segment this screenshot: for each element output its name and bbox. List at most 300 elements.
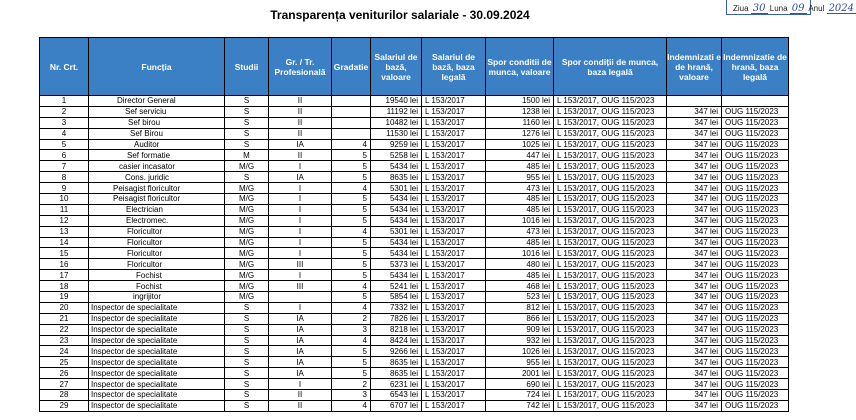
cell-spor-lege: L 153/2017, OUG 115/2023 — [554, 400, 667, 411]
cell-spor-lege: L 153/2017, OUG 115/2023 — [554, 226, 667, 237]
cell-indemnizatie-lege: OUG 115/2023 — [722, 368, 789, 379]
cell-indemnizatie-lege: OUG 115/2023 — [722, 281, 789, 292]
cell-nr: 15 — [40, 248, 89, 259]
cell-functia: Fochist — [89, 270, 225, 281]
cell-studii: M/G — [225, 194, 269, 205]
cell-indemnizatie-lege: OUG 115/2023 — [722, 237, 789, 248]
cell-nr: 10 — [40, 194, 89, 205]
cell-spor-valoare: 724 lei — [486, 390, 554, 401]
cell-spor-lege: L 153/2017, OUG 115/2023 — [554, 183, 667, 194]
cell-spor-lege: L 153/2017, OUG 115/2023 — [554, 281, 667, 292]
cell-functia: Cons. juridic — [89, 172, 225, 183]
header-grad: Gr. / Tr. Profesională — [269, 38, 332, 96]
cell-spor-lege: L 153/2017, OUG 115/2023 — [554, 150, 667, 161]
cell-gradatie: 5 — [332, 150, 371, 161]
table-row — [40, 204, 789, 215]
cell-functia: Floricultor — [89, 248, 225, 259]
cell-indemnizatie-valoare: 347 lei — [667, 237, 722, 248]
table-row — [40, 346, 789, 357]
header-spor-valoare: Spor conditii de munca, valoare — [486, 38, 554, 96]
cell-studii: M/G — [225, 226, 269, 237]
cell-indemnizatie-lege: OUG 115/2023 — [722, 204, 789, 215]
cell-indemnizatie-lege: OUG 115/2023 — [722, 379, 789, 390]
cell-studii: S — [225, 346, 269, 357]
cell-salariu-lege: L 153/2017 — [422, 302, 486, 313]
cell-indemnizatie-valoare: 347 lei — [667, 204, 722, 215]
cell-functia: Sef formatie — [89, 150, 225, 161]
cell-studii: S — [225, 117, 269, 128]
cell-salariu-valoare: 5373 lei — [371, 259, 422, 270]
cell-nr: 27 — [40, 379, 89, 390]
cell-salariu-lege: L 153/2017 — [422, 390, 486, 401]
cell-salariu-lege: L 153/2017 — [422, 183, 486, 194]
table-row — [40, 313, 789, 324]
cell-nr: 9 — [40, 183, 89, 194]
cell-indemnizatie-lege: OUG 115/2023 — [722, 248, 789, 259]
cell-nr: 18 — [40, 281, 89, 292]
cell-nr: 5 — [40, 139, 89, 150]
cell-salariu-valoare: 6231 lei — [371, 379, 422, 390]
cell-spor-valoare: 2001 lei — [486, 368, 554, 379]
salary-table — [39, 37, 789, 412]
cell-nr: 4 — [40, 128, 89, 139]
date-year-value: 2024 — [828, 3, 855, 14]
cell-salariu-valoare: 19540 lei — [371, 96, 422, 107]
cell-gradatie: 5 — [332, 237, 371, 248]
cell-functia: Auditor — [89, 139, 225, 150]
cell-functia: Floricultor — [89, 259, 225, 270]
cell-spor-valoare: 1238 lei — [486, 106, 554, 117]
cell-indemnizatie-lege: OUG 115/2023 — [722, 194, 789, 205]
cell-indemnizatie-lege — [722, 96, 789, 107]
cell-studii: S — [225, 139, 269, 150]
cell-grad: III — [269, 259, 332, 270]
cell-indemnizatie-valoare: 347 lei — [667, 335, 722, 346]
cell-indemnizatie-valoare: 347 lei — [667, 106, 722, 117]
cell-studii: S — [225, 106, 269, 117]
cell-functia: Fochist — [89, 281, 225, 292]
cell-gradatie: 4 — [332, 400, 371, 411]
cell-spor-valoare: 932 lei — [486, 335, 554, 346]
cell-salariu-valoare: 8635 lei — [371, 172, 422, 183]
cell-spor-valoare: 523 lei — [486, 292, 554, 303]
table-row — [40, 117, 789, 128]
cell-studii: S — [225, 172, 269, 183]
cell-functia: Inspector de specialitate — [89, 335, 225, 346]
cell-indemnizatie-lege: OUG 115/2023 — [722, 390, 789, 401]
cell-indemnizatie-lege: OUG 115/2023 — [722, 324, 789, 335]
cell-nr: 26 — [40, 368, 89, 379]
cell-indemnizatie-valoare: 347 lei — [667, 324, 722, 335]
cell-grad: I — [269, 379, 332, 390]
cell-grad: I — [269, 204, 332, 215]
cell-spor-valoare: 812 lei — [486, 302, 554, 313]
cell-functia: Floricultor — [89, 237, 225, 248]
cell-spor-lege: L 153/2017, OUG 115/2023 — [554, 357, 667, 368]
cell-spor-lege: L 153/2017, OUG 115/2023 — [554, 302, 667, 313]
cell-salariu-lege: L 153/2017 — [422, 172, 486, 183]
cell-nr: 21 — [40, 313, 89, 324]
salary-table-wrapper — [39, 37, 789, 412]
cell-indemnizatie-valoare: 347 lei — [667, 161, 722, 172]
table-row — [40, 215, 789, 226]
cell-functia: Peisagist floricultor — [89, 194, 225, 205]
header-gradatie: Gradatie — [332, 38, 371, 96]
table-row — [40, 379, 789, 390]
cell-functia: Inspector de specialitate — [89, 379, 225, 390]
cell-spor-valoare: 1500 lei — [486, 96, 554, 107]
header-studii: Studii — [225, 38, 269, 96]
cell-studii: M/G — [225, 183, 269, 194]
table-body — [40, 96, 789, 412]
cell-gradatie: 5 — [332, 172, 371, 183]
cell-indemnizatie-valoare: 347 lei — [667, 346, 722, 357]
table-row — [40, 194, 789, 205]
cell-gradatie — [332, 117, 371, 128]
cell-spor-lege: L 153/2017, OUG 115/2023 — [554, 379, 667, 390]
cell-salariu-valoare: 7826 lei — [371, 313, 422, 324]
cell-functia: Sef birou — [89, 117, 225, 128]
cell-salariu-valoare: 5434 lei — [371, 248, 422, 259]
cell-salariu-lege: L 153/2017 — [422, 379, 486, 390]
cell-gradatie: 5 — [332, 204, 371, 215]
table-row — [40, 172, 789, 183]
cell-salariu-lege: L 153/2017 — [422, 204, 486, 215]
cell-salariu-valoare: 11192 lei — [371, 106, 422, 117]
date-year-label: Anul — [808, 4, 825, 13]
cell-gradatie: 5 — [332, 368, 371, 379]
cell-indemnizatie-valoare: 347 lei — [667, 259, 722, 270]
cell-gradatie: 5 — [332, 194, 371, 205]
cell-indemnizatie-valoare: 347 lei — [667, 313, 722, 324]
cell-salariu-lege: L 153/2017 — [422, 313, 486, 324]
cell-nr: 2 — [40, 106, 89, 117]
cell-grad: III — [269, 281, 332, 292]
cell-nr: 6 — [40, 150, 89, 161]
cell-indemnizatie-valoare: 347 lei — [667, 215, 722, 226]
cell-spor-valoare: 1160 lei — [486, 117, 554, 128]
cell-nr: 19 — [40, 292, 89, 303]
cell-spor-valoare: 955 lei — [486, 172, 554, 183]
cell-nr: 16 — [40, 259, 89, 270]
cell-spor-lege: L 153/2017, OUG 115/2023 — [554, 139, 667, 150]
cell-spor-valoare: 485 lei — [486, 204, 554, 215]
cell-salariu-valoare: 10482 lei — [371, 117, 422, 128]
cell-indemnizatie-lege: OUG 115/2023 — [722, 226, 789, 237]
table-row — [40, 292, 789, 303]
table-row — [40, 357, 789, 368]
cell-indemnizatie-valoare: 347 lei — [667, 117, 722, 128]
cell-spor-lege: L 153/2017, OUG 115/2023 — [554, 248, 667, 259]
cell-salariu-lege: L 153/2017 — [422, 226, 486, 237]
cell-studii: S — [225, 128, 269, 139]
cell-salariu-valoare: 7332 lei — [371, 302, 422, 313]
cell-functia: Inspector de specialitate — [89, 324, 225, 335]
table-row — [40, 150, 789, 161]
cell-indemnizatie-valoare — [667, 96, 722, 107]
cell-gradatie: 5 — [332, 346, 371, 357]
table-row — [40, 324, 789, 335]
cell-functia: Sef Birou — [89, 128, 225, 139]
cell-spor-lege: L 153/2017, OUG 115/2023 — [554, 96, 667, 107]
cell-studii: M/G — [225, 292, 269, 303]
cell-indemnizatie-lege: OUG 115/2023 — [722, 400, 789, 411]
cell-salariu-valoare: 11530 lei — [371, 128, 422, 139]
cell-spor-lege: L 153/2017, OUG 115/2023 — [554, 194, 667, 205]
date-month-value: 09 — [791, 3, 805, 14]
cell-salariu-valoare: 5434 lei — [371, 161, 422, 172]
table-row — [40, 368, 789, 379]
cell-grad: IA — [269, 172, 332, 183]
cell-grad: IA — [269, 357, 332, 368]
date-day-value: 30 — [752, 3, 766, 14]
cell-spor-valoare: 1276 lei — [486, 128, 554, 139]
cell-studii: S — [225, 379, 269, 390]
cell-grad: II — [269, 400, 332, 411]
cell-grad: II — [269, 96, 332, 107]
cell-indemnizatie-valoare: 347 lei — [667, 390, 722, 401]
cell-grad: IA — [269, 346, 332, 357]
cell-functia: casier incasator — [89, 161, 225, 172]
cell-studii: M/G — [225, 281, 269, 292]
cell-functia: Inspector de specialitate — [89, 357, 225, 368]
cell-nr: 23 — [40, 335, 89, 346]
cell-spor-lege: L 153/2017, OUG 115/2023 — [554, 172, 667, 183]
cell-grad: II — [269, 128, 332, 139]
cell-nr: 11 — [40, 204, 89, 215]
cell-gradatie: 4 — [332, 139, 371, 150]
table-row — [40, 139, 789, 150]
cell-studii: S — [225, 96, 269, 107]
cell-salariu-lege: L 153/2017 — [422, 139, 486, 150]
cell-salariu-valoare: 9266 lei — [371, 346, 422, 357]
cell-nr: 22 — [40, 324, 89, 335]
cell-studii: M/G — [225, 270, 269, 281]
cell-studii: M/G — [225, 204, 269, 215]
cell-spor-lege: L 153/2017, OUG 115/2023 — [554, 368, 667, 379]
cell-spor-lege: L 153/2017, OUG 115/2023 — [554, 313, 667, 324]
cell-nr: 14 — [40, 237, 89, 248]
cell-indemnizatie-lege: OUG 115/2023 — [722, 150, 789, 161]
cell-indemnizatie-lege: OUG 115/2023 — [722, 106, 789, 117]
date-month-label: Luna — [769, 4, 788, 13]
cell-indemnizatie-lege: OUG 115/2023 — [722, 357, 789, 368]
cell-functia: Inspector de specialitate — [89, 313, 225, 324]
cell-nr: 28 — [40, 390, 89, 401]
table-row — [40, 390, 789, 401]
cell-grad: IA — [269, 368, 332, 379]
cell-indemnizatie-lege: OUG 115/2023 — [722, 270, 789, 281]
cell-studii: M — [225, 150, 269, 161]
cell-grad: IA — [269, 335, 332, 346]
cell-gradatie: 5 — [332, 248, 371, 259]
cell-indemnizatie-lege: OUG 115/2023 — [722, 117, 789, 128]
table-row — [40, 259, 789, 270]
cell-nr: 8 — [40, 172, 89, 183]
cell-indemnizatie-valoare: 347 lei — [667, 248, 722, 259]
cell-gradatie: 4 — [332, 281, 371, 292]
cell-indemnizatie-valoare: 347 lei — [667, 270, 722, 281]
cell-salariu-valoare: 8218 lei — [371, 324, 422, 335]
cell-indemnizatie-valoare: 347 lei — [667, 302, 722, 313]
cell-spor-valoare: 955 lei — [486, 357, 554, 368]
cell-spor-lege: L 153/2017, OUG 115/2023 — [554, 259, 667, 270]
cell-spor-valoare: 485 lei — [486, 237, 554, 248]
cell-indemnizatie-lege: OUG 115/2023 — [722, 128, 789, 139]
cell-studii: S — [225, 357, 269, 368]
cell-nr: 20 — [40, 302, 89, 313]
header-indemnizatie-valoare: Indemnizati e de hrană, valoare — [667, 38, 722, 96]
cell-salariu-valoare: 9259 lei — [371, 139, 422, 150]
cell-gradatie — [332, 96, 371, 107]
cell-indemnizatie-valoare: 347 lei — [667, 194, 722, 205]
cell-indemnizatie-lege: OUG 115/2023 — [722, 139, 789, 150]
cell-indemnizatie-valoare: 347 lei — [667, 226, 722, 237]
header-spor-lege: Spor condiții de munca, baza legală — [554, 38, 667, 96]
cell-spor-lege: L 153/2017, OUG 115/2023 — [554, 324, 667, 335]
cell-salariu-lege: L 153/2017 — [422, 400, 486, 411]
cell-spor-valoare: 485 lei — [486, 194, 554, 205]
cell-nr: 12 — [40, 215, 89, 226]
cell-spor-valoare: 1016 lei — [486, 248, 554, 259]
cell-indemnizatie-lege: OUG 115/2023 — [722, 161, 789, 172]
table-row — [40, 161, 789, 172]
cell-studii: S — [225, 335, 269, 346]
cell-indemnizatie-valoare: 347 lei — [667, 281, 722, 292]
cell-spor-valoare: 909 lei — [486, 324, 554, 335]
cell-spor-lege: L 153/2017, OUG 115/2023 — [554, 128, 667, 139]
cell-grad: I — [269, 226, 332, 237]
table-row — [40, 96, 789, 107]
cell-grad: II — [269, 117, 332, 128]
cell-nr: 13 — [40, 226, 89, 237]
cell-grad: IA — [269, 313, 332, 324]
cell-studii: M/G — [225, 237, 269, 248]
cell-nr: 3 — [40, 117, 89, 128]
table-row — [40, 183, 789, 194]
cell-studii: M/G — [225, 161, 269, 172]
cell-indemnizatie-valoare: 347 lei — [667, 368, 722, 379]
cell-gradatie: 3 — [332, 390, 371, 401]
cell-salariu-lege: L 153/2017 — [422, 194, 486, 205]
cell-studii: M/G — [225, 215, 269, 226]
cell-functia: Inspector de specialitate — [89, 302, 225, 313]
cell-salariu-lege: L 153/2017 — [422, 357, 486, 368]
cell-grad: I — [269, 194, 332, 205]
cell-gradatie: 4 — [332, 302, 371, 313]
cell-salariu-valoare: 5241 lei — [371, 281, 422, 292]
table-row — [40, 400, 789, 411]
cell-nr: 1 — [40, 96, 89, 107]
cell-spor-lege: L 153/2017, OUG 115/2023 — [554, 390, 667, 401]
cell-nr: 29 — [40, 400, 89, 411]
cell-salariu-lege: L 153/2017 — [422, 346, 486, 357]
cell-salariu-lege: L 153/2017 — [422, 117, 486, 128]
cell-gradatie: 5 — [332, 161, 371, 172]
cell-salariu-valoare: 5258 lei — [371, 150, 422, 161]
table-row — [40, 302, 789, 313]
cell-nr: 7 — [40, 161, 89, 172]
cell-indemnizatie-valoare: 347 lei — [667, 128, 722, 139]
cell-grad: I — [269, 183, 332, 194]
cell-indemnizatie-lege: OUG 115/2023 — [722, 183, 789, 194]
cell-spor-valoare: 480 lei — [486, 259, 554, 270]
cell-grad — [269, 292, 332, 303]
cell-grad: II — [269, 390, 332, 401]
cell-salariu-lege: L 153/2017 — [422, 368, 486, 379]
cell-indemnizatie-valoare: 347 lei — [667, 183, 722, 194]
header-salariu-valoare: Salariul de bază, valoare — [371, 38, 422, 96]
cell-salariu-lege: L 153/2017 — [422, 259, 486, 270]
cell-functia: Inspector de specialitate — [89, 346, 225, 357]
cell-spor-valoare: 866 lei — [486, 313, 554, 324]
cell-salariu-valoare: 5854 lei — [371, 292, 422, 303]
cell-spor-lege: L 153/2017, OUG 115/2023 — [554, 117, 667, 128]
cell-grad: IA — [269, 139, 332, 150]
page-title: Transparența veniturilor salariale - 30.09.2024 — [270, 8, 530, 22]
cell-functia: Sef serviciu — [89, 106, 225, 117]
cell-indemnizatie-valoare: 347 lei — [667, 292, 722, 303]
cell-spor-valoare: 690 lei — [486, 379, 554, 390]
cell-studii: S — [225, 302, 269, 313]
table-row — [40, 270, 789, 281]
cell-functia: ingrijitor — [89, 292, 225, 303]
cell-grad: I — [269, 302, 332, 313]
table-header-row — [40, 38, 789, 96]
cell-gradatie: 5 — [332, 215, 371, 226]
cell-salariu-valoare: 5434 lei — [371, 215, 422, 226]
table-row — [40, 335, 789, 346]
table-row — [40, 281, 789, 292]
table-row — [40, 237, 789, 248]
cell-salariu-lege: L 153/2017 — [422, 281, 486, 292]
cell-salariu-lege: L 153/2017 — [422, 150, 486, 161]
cell-functia: Inspector de specialitate — [89, 368, 225, 379]
cell-spor-valoare: 468 lei — [486, 281, 554, 292]
table-row — [40, 106, 789, 117]
cell-spor-valoare: 473 lei — [486, 226, 554, 237]
cell-spor-valoare: 1016 lei — [486, 215, 554, 226]
cell-grad: I — [269, 215, 332, 226]
cell-studii: S — [225, 390, 269, 401]
cell-indemnizatie-valoare: 347 lei — [667, 379, 722, 390]
cell-salariu-valoare: 5434 lei — [371, 270, 422, 281]
cell-salariu-lege: L 153/2017 — [422, 335, 486, 346]
header-functia: Funcția — [89, 38, 225, 96]
cell-gradatie: 4 — [332, 226, 371, 237]
cell-salariu-lege: L 153/2017 — [422, 161, 486, 172]
cell-gradatie: 3 — [332, 324, 371, 335]
cell-salariu-lege: L 153/2017 — [422, 96, 486, 107]
cell-indemnizatie-lege: OUG 115/2023 — [722, 292, 789, 303]
cell-spor-lege: L 153/2017, OUG 115/2023 — [554, 292, 667, 303]
cell-salariu-valoare: 5434 lei — [371, 237, 422, 248]
cell-grad: IA — [269, 324, 332, 335]
cell-salariu-valoare: 6707 lei — [371, 400, 422, 411]
cell-gradatie: 4 — [332, 183, 371, 194]
cell-studii: S — [225, 368, 269, 379]
cell-spor-valoare: 447 lei — [486, 150, 554, 161]
cell-gradatie: 5 — [332, 292, 371, 303]
cell-studii: S — [225, 324, 269, 335]
header-salariu-lege: Salariul de bază, baza legală — [422, 38, 486, 96]
cell-spor-valoare: 485 lei — [486, 270, 554, 281]
cell-salariu-lege: L 153/2017 — [422, 106, 486, 117]
cell-indemnizatie-valoare: 347 lei — [667, 139, 722, 150]
header-nr: Nr. Crt. — [40, 38, 89, 96]
cell-functia: Electrician — [89, 204, 225, 215]
cell-nr: 25 — [40, 357, 89, 368]
